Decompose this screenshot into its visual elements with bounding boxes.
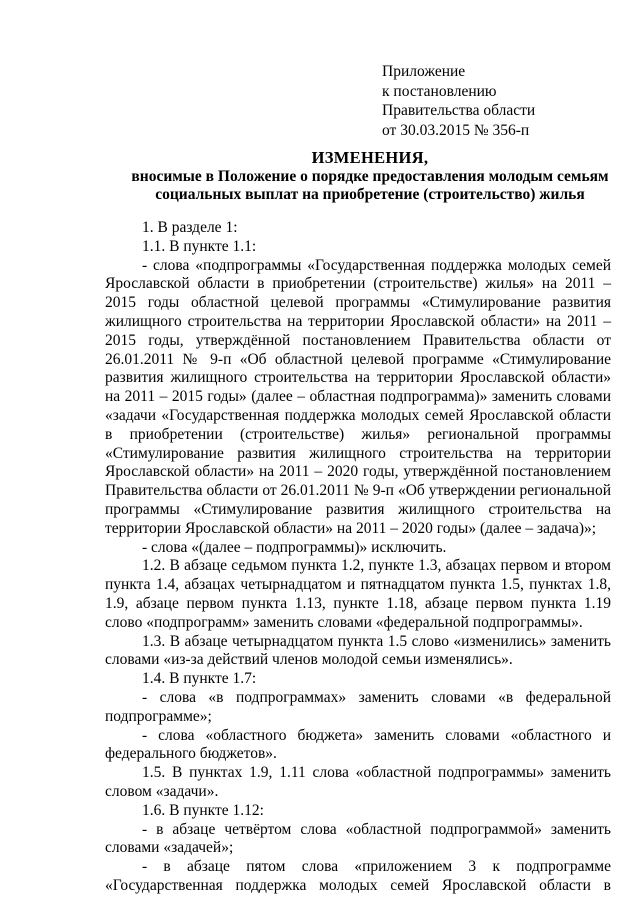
document-subtitle-line: социальных выплат на приобретение (строительство) жилья	[155, 186, 585, 203]
paragraph: - слова «в подпрограммах» заменить словами «в федеральной подпрограмме»;	[105, 688, 611, 725]
paragraph: - слова «(далее – подпрограммы)» исключить.	[142, 538, 447, 556]
paragraph: 1.4. В пункте 1.7:	[142, 670, 257, 688]
paragraph: 1.5. В пунктах 1.9, 1.11 слова «областной подпрограммы» заменить словом «задачи».	[105, 764, 611, 800]
annex-line: от 30.03.2015 № 356-п	[382, 121, 530, 139]
annex-line: к постановлению	[382, 82, 497, 100]
annex-block	[382, 62, 535, 140]
paragraph: - в абзаце четвёртом слова «областной подпрограммой» заменить словами «задачей»;	[105, 820, 611, 857]
paragraph: 1. В разделе 1:	[142, 219, 238, 236]
paragraph: - слова «областного бюджета» заменить словами «областного и федерального бюджетов».	[105, 726, 611, 763]
annex-line: Приложение	[382, 63, 466, 80]
paragraph: - в абзаце пятом слова «приложением 3 к подпрограмме «Государственная поддержка молодых семей Ярославской области в	[105, 858, 611, 894]
paragraph: 1.6. В пункте 1.12:	[142, 801, 264, 819]
paragraph: 1.2. В абзаце седьмом пункта 1.2, пункте 1.3, абзацах первом и втором пункта 1.4, абзацах четырнадцатом и пятнадцатом пункта 1.5, пунктах 1.8, 1.9, абзаце первом пункта 1.13, пункте 1.18, абзаце первом пункта 1.19 слово «подпрограмм» заменить словами «федеральной подпрограммы».	[105, 557, 611, 631]
document-subtitle-line: вносимые в Положение о порядке предоставления молодым семьям	[131, 168, 609, 185]
paragraph: - слова «подпрограммы «Государственная поддержка молодых семей Ярославской области в приобретении (строительстве) жилья» на 2011 – 2015 годы областной целевой программы «Стимулирование развития жилищного строительства на территории Ярославской области» на 2011 – 2015 годы, утверждённой постановлением Правительства области от 26.01.2011 № 9-п «Об областной целевой программе «Стимулирование развития жилищного строительства на территории Ярославской области» на 2011 – 2015 годы» (далее – областная подпрограмма)» заменить словами «задачи «Государственная поддержка молодых семей Ярославской области в приобретении (строительстве) жилья» региональной программы «Стимулирование развития жилищного строительства на территории Ярославской области» на 2011 – 2020 годы, утверждённой постановлением Правительства области от 26.01.2011 № 9-п «Об утверждении региональной программы «Стимулирование развития жилищного строительства на территории Ярославской области» на 2011 – 2020 годы» (далее – задача)»;	[105, 256, 611, 537]
paragraph: 1.3. В абзаце четырнадцатом пункта 1.5 слово «изменились» заменить словами «из-за действий членов молодой семьи изменялись».	[105, 632, 611, 669]
paragraph: 1.1. В пункте 1.1:	[142, 237, 257, 255]
annex-line: Правительства области	[382, 102, 536, 119]
document-body	[105, 219, 611, 896]
document-title: ИЗМЕНЕНИЯ,	[311, 148, 429, 167]
